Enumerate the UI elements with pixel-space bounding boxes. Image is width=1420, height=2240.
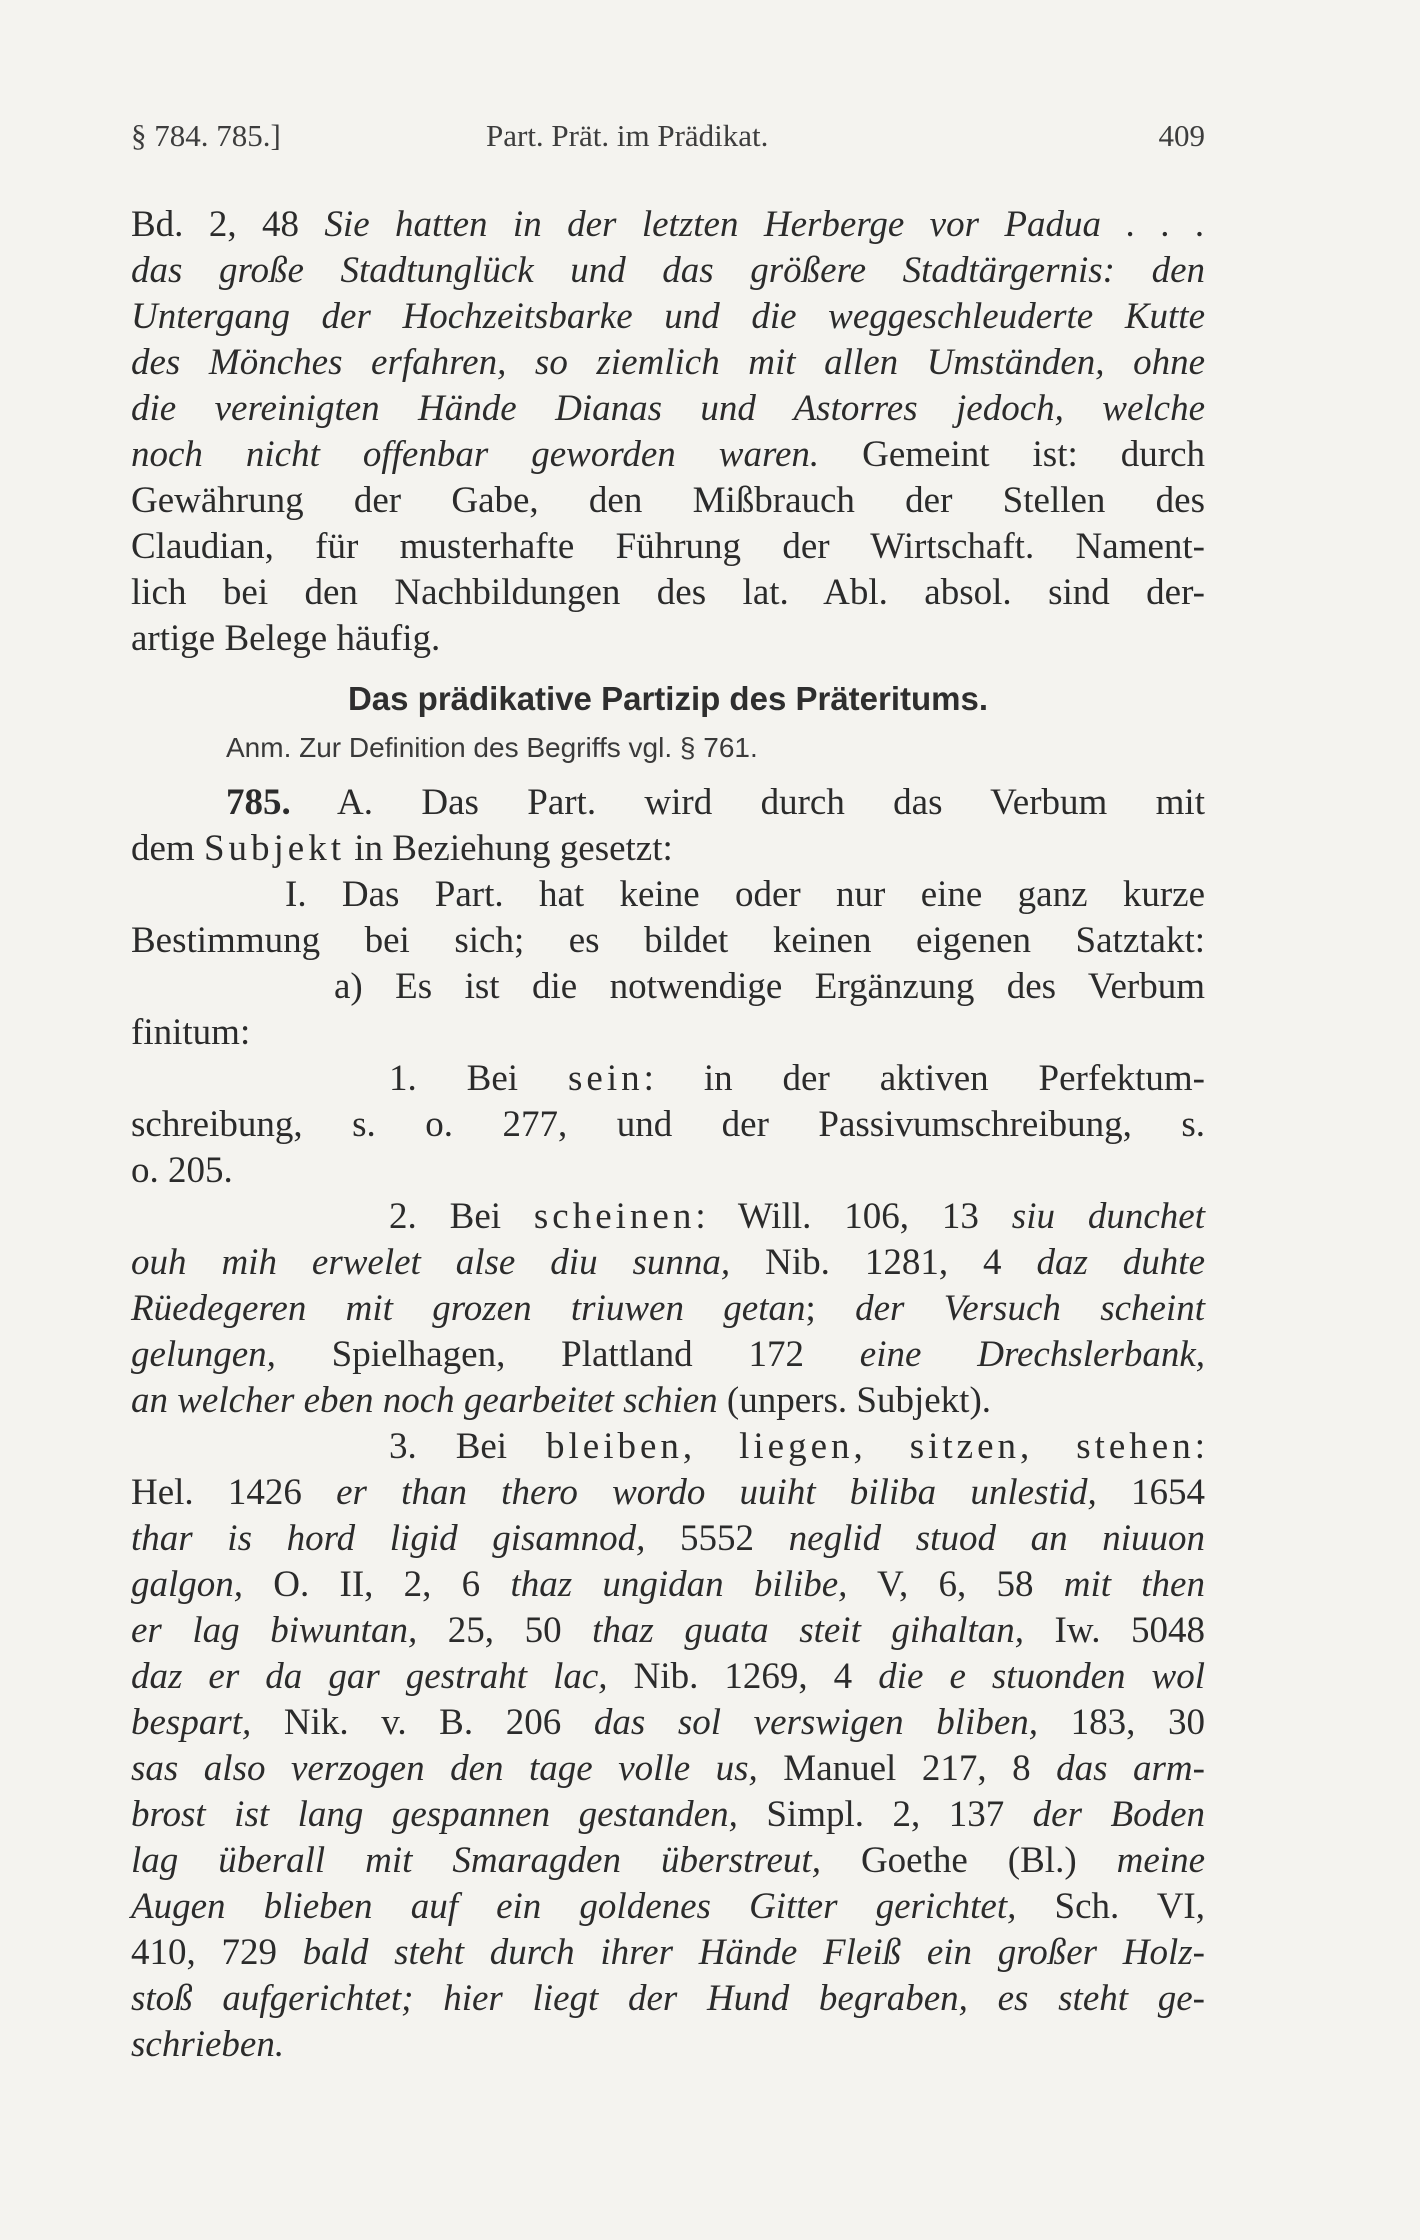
text-line: Untergang der Hochzeitsbarke und die weggeschleuderte Kutte <box>131 296 1205 337</box>
text-line: gelungen, Spielhagen, Plattland 172 eine Drechslerbank, <box>131 1334 1205 1375</box>
text-line: ouh mih erwelet alse diu sunna, Nib. 1281, 4 daz duhte <box>131 1242 1205 1283</box>
text-line: Gewährung der Gabe, den Mißbrauch der Stellen des <box>131 480 1205 521</box>
text-line: daz er da gar gestraht lac, Nib. 1269, 4 die e stuonden wol <box>131 1656 1206 1697</box>
text-line: des Mönches erfahren, so ziemlich mit allen Umständen, ohne <box>131 342 1205 383</box>
page-number: 409 <box>1158 118 1205 153</box>
text-line: bespart, Nik. v. B. 206 das sol verswigen bliben, 183, 30 <box>131 1702 1205 1743</box>
text-line: Bd. 2, 48 Sie hatten in der letzten Herberge vor Padua . . . <box>131 204 1205 245</box>
text-line: I. Das Part. hat keine oder nur eine ganz kurze <box>285 874 1205 915</box>
running-header <box>131 118 1205 158</box>
text-line: schrieben. <box>131 2024 285 2065</box>
text-line: 3. Bei bleiben, liegen, sitzen, stehen: <box>389 1426 1205 1467</box>
section-785-line: 785. A. Das Part. wird durch das Verbum mit <box>226 782 1205 823</box>
text-line: lag überall mit Smaragden überstreut, Goethe (Bl.) meine <box>131 1840 1205 1881</box>
text-line: dem Subjekt in Beziehung gesetzt: <box>131 828 673 869</box>
text-line: Augen blieben auf ein goldenes Gitter gerichtet, Sch. VI, <box>131 1886 1205 1927</box>
text-line: noch nicht offenbar geworden waren. Gemeint ist: durch <box>131 434 1205 475</box>
text-line: lich bei den Nachbildungen des lat. Abl. absol. sind der- <box>131 572 1205 613</box>
text-line: er lag biwuntan, 25, 50 thaz guata steit gihaltan, Iw. 5048 <box>131 1610 1205 1651</box>
text-line: Claudian, für musterhafte Führung der Wirtschaft. Nament- <box>131 526 1205 567</box>
text-line: Hel. 1426 er than thero wordo uuiht biliba unlestid, 1654 <box>131 1472 1205 1513</box>
header-section-ref: § 784. 785.] <box>131 118 281 153</box>
text-line: artige Belege häufig. <box>131 618 441 659</box>
text-line: brost ist lang gespannen gestanden, Simpl. 2, 137 der Boden <box>131 1794 1205 1835</box>
text-line: 410, 729 bald steht durch ihrer Hände Fleiß ein großer Holz- <box>131 1932 1205 1973</box>
text-line: thar is hord ligid gisamnod, 5552 neglid stuod an niuuon <box>131 1518 1206 1559</box>
text-line: schreibung, s. o. 277, und der Passivumschreibung, s. <box>131 1104 1205 1145</box>
text-line: o. 205. <box>131 1150 233 1191</box>
section-number: 785. <box>226 782 291 823</box>
text-line: 2. Bei scheinen: Will. 106, 13 siu dunchet <box>389 1196 1205 1237</box>
text-line: Bestimmung bei sich; es bildet keinen eigenen Satztakt: <box>131 920 1205 961</box>
text-line: Rüedegeren mit grozen triuwen getan; der Versuch scheint <box>131 1288 1205 1329</box>
text-line: an welcher eben noch gearbeitet schien (unpers. Subjekt). <box>131 1380 992 1421</box>
text-line: stoß aufgerichtet; hier liegt der Hund begraben, es steht ge- <box>131 1978 1205 2019</box>
text-line: 1. Bei sein: in der aktiven Perfektum- <box>389 1058 1205 1099</box>
header-title: Part. Prät. im Prädikat. <box>486 118 769 153</box>
text-line: das große Stadtunglück und das größere Stadtärgernis: den <box>131 250 1205 291</box>
text-line: a) Es ist die notwendige Ergänzung des Verbum <box>334 966 1205 1007</box>
text-line: finitum: <box>131 1012 251 1053</box>
section-heading: Das prädikative Partizip des Präteritums. <box>347 680 989 717</box>
text-line: galgon, O. II, 2, 6 thaz ungidan bilibe, V, 6, 58 mit then <box>131 1564 1205 1605</box>
text-line: sas also verzogen den tage volle us, Manuel 217, 8 das arm- <box>131 1748 1205 1789</box>
note-line: Anm. Zur Definition des Begriffs vgl. § 761. <box>226 732 758 763</box>
text-line: die vereinigten Hände Dianas und Astorres jedoch, welche <box>131 388 1205 429</box>
